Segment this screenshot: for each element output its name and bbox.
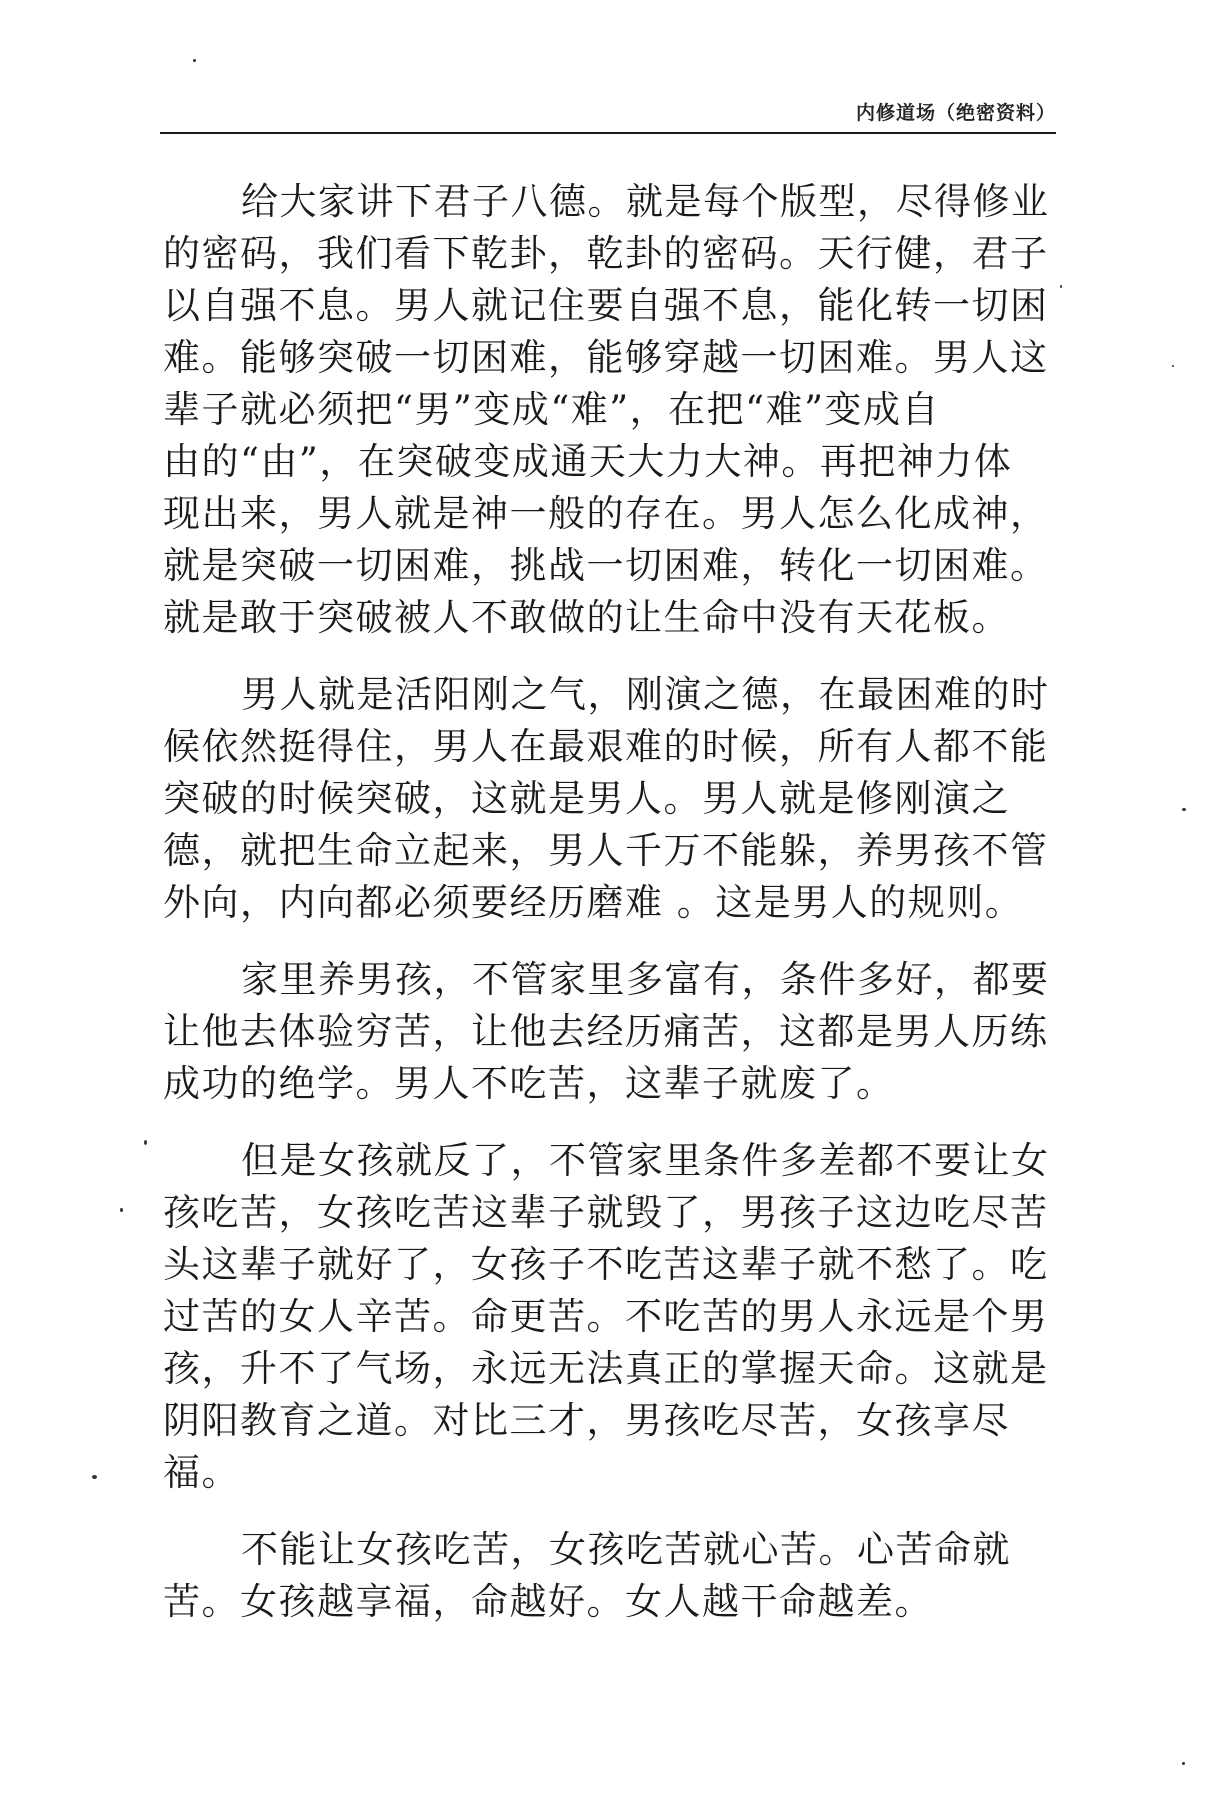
text-line: 孩吃苦，女孩吃苦这辈子就毁了，男孩子这边吃尽苦 [163,1191,1049,1234]
text-line: 就是突破一切困难，挑战一切困难，转化一切困难。 [163,544,1049,587]
text-line: 但是女孩就反了，不管家里条件多差都不要让女 [241,1139,1050,1182]
running-header: 内修道场（绝密资料） [855,102,1056,124]
text-line: 辈子就必须把“男”变成“难”，在把“难”变成自 [163,388,940,431]
text-line: 让他去体验穷苦，让他去经历痛苦，这都是男人历练 [163,1010,1049,1053]
scan-speck [144,1140,147,1145]
scan-speck [1172,365,1174,367]
text-line: 男人就是活阳刚之气，刚演之德，在最困难的时 [241,673,1050,716]
text-line: 孩，升不了气场，永远无法真正的掌握天命。这就是 [163,1347,1049,1390]
scan-speck [1182,808,1186,811]
text-line: 候依然挺得住，男人在最艰难的时候，所有人都不能 [163,725,1049,768]
text-line: 外向，内向都必须要经历磨难 。这是男人的规则。 [163,881,1024,924]
text-line: 过苦的女人辛苦。命更苦。不吃苦的男人永远是个男 [163,1295,1049,1338]
body-text [163,176,1055,1653]
text-line: 不能让女孩吃苦，女孩吃苦就心苦。心苦命就 [241,1528,1011,1571]
text-line: 就是敢于突破被人不敢做的让生命中没有天花板。 [163,596,1010,639]
scan-speck [120,1208,123,1212]
text-line: 家里养男孩，不管家里多富有，条件多好，都要 [241,958,1050,1001]
text-line: 现出来，男人就是神一般的存在。男人怎么化成神， [163,492,1049,535]
paragraph-5 [163,1524,1055,1628]
text-line: 突破的时候突破，这就是男人。男人就是修刚演之 [163,777,1010,820]
scan-speck [193,59,196,62]
text-line: 成功的绝学。男人不吃苦，这辈子就废了。 [163,1062,895,1105]
text-line: 头这辈子就好了，女孩子不吃苦这辈子就不愁了。吃 [163,1243,1049,1286]
text-line: 阴阳教育之道。对比三才，男孩吃尽苦，女孩享尽 [163,1399,1010,1442]
paragraph-1 [163,176,1055,644]
scan-speck [1060,285,1062,288]
text-line: 由的“由”，在突破变成通天大力大神。再把神力体 [163,440,1013,483]
scan-speck [92,1475,97,1479]
header-rule [160,132,1056,134]
text-line: 苦。女孩越享福，命越好。女人越干命越差。 [163,1580,933,1623]
paragraph-4 [163,1135,1055,1499]
paragraph-3 [163,954,1055,1110]
text-line: 福。 [163,1451,240,1494]
text-line: 难。能够突破一切困难，能够穿越一切困难。男人这 [163,336,1049,379]
text-line: 给大家讲下君子八德。就是每个版型，尽得修业 [241,180,1050,223]
text-line: 的密码，我们看下乾卦，乾卦的密码。天行健，君子 [163,232,1049,275]
paragraph-2 [163,669,1055,929]
scan-speck [1182,1762,1185,1765]
text-line: 以自强不息。男人就记住要自强不息，能化转一切困 [163,284,1049,327]
text-line: 德，就把生命立起来，男人千万不能躲，养男孩不管 [163,829,1049,872]
